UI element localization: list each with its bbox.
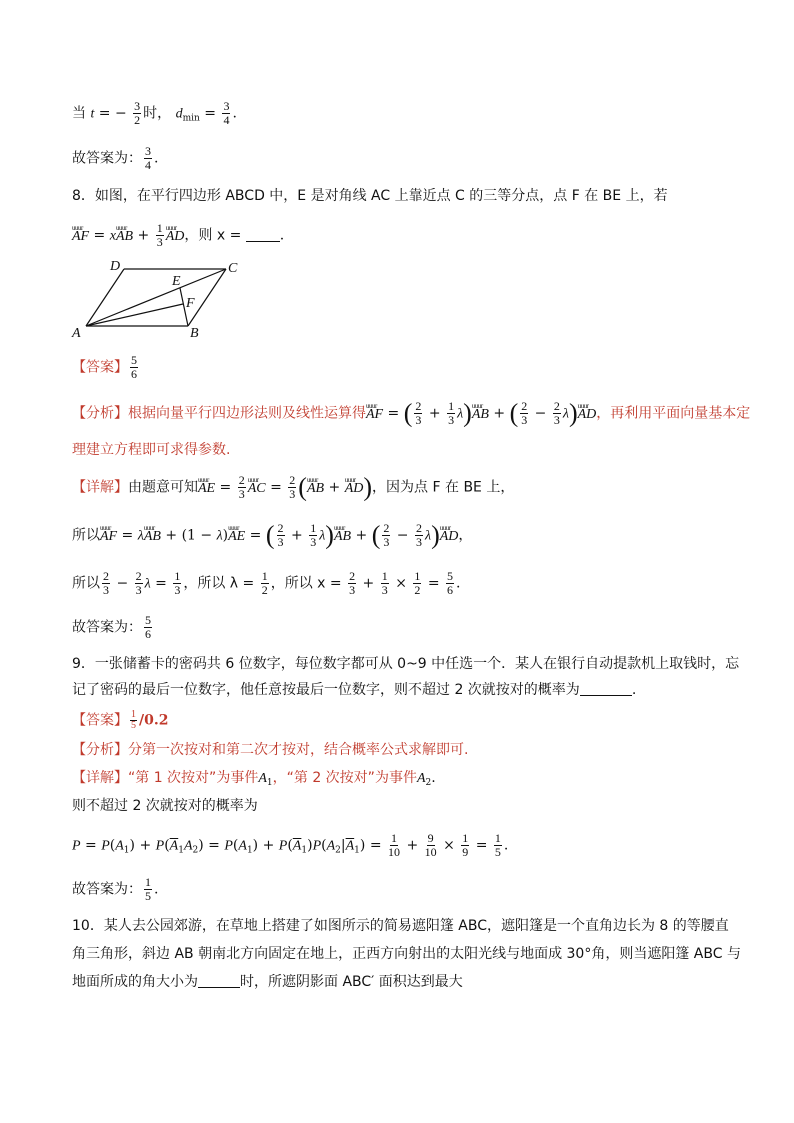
q8-detail-2: 所以uuur AF = λuuur AB + (1 − λ)uuur AE = ( $\frac{2}{3}$ + $\frac{1}{3}$ λ)uuur AB + ( $\frac{2}{3}$ − $\frac{2}{3}$ λ)uuur AD， <box>72 522 472 549</box>
q10-line-1: 10．某人去公园郊游，在草地上搭建了如图所示的简易遮阳篷 ABC，遮阳篷是一个直角边长为 8 的等腰直 <box>72 918 729 934</box>
label-e: E <box>172 274 181 289</box>
q8-detail-1: 【详解】由题意可知uuur AE = $\frac{2}{3}$ uuur AC = $\frac{2}{3}$ (uuur AB + uuur AD)，因为点 F 在 BE 上， <box>72 474 514 501</box>
q9-formula: $P = P(A_1) + P(\overline{A}_1A_2) = P(A_1) + P(\overline{A}_1)P(A_2|\overline{A}_1)$ = $\frac{1}{10}$ + $\frac{9}{10}$ × $\frac{1}{9}$ = $\frac{1}{5}$ . <box>72 831 509 859</box>
label-f: F <box>186 296 195 311</box>
q9-answer: 【答案】 $\frac{1}{5}$ /0.2 <box>72 709 169 731</box>
q8-stem: 8．如图，在平行四边形 ABCD 中，E 是对角线 AC 上靠近点 C 的三等分点，点 F 在 BE 上，若 <box>72 188 668 204</box>
segment-af <box>86 304 183 326</box>
answer-line-prev: 故答案为： $\frac{3}{4}$ . <box>72 144 159 172</box>
q9-analysis: 【分析】分第一次按对和第二次才按对，结合概率公式求解即可. <box>72 742 469 758</box>
label-d: D <box>110 259 121 274</box>
line-min-distance: 当 t = − $\frac{3}{2}$ 时， $d_{min}$ = $\frac{3}{4}$ . <box>72 99 237 127</box>
q8-analysis-1: 【分析】根据向量平行四边形法则及线性运算得uuur AF = ( $\frac{2}{3}$ + $\frac{1}{3}$ λ)uuur AB + ( $\frac{2}{3}$ − $\frac{2}{3}$ λ)uuur AD，再利用平面向量基本定 <box>72 400 750 427</box>
edge-da <box>86 269 124 326</box>
q8-condition: uuur AF = xuuur AB + $\frac{1}{3}$ uuur AD，则 x = . <box>72 222 284 249</box>
q9-stem-1: 9．一张储蓄卡的密码共 6 位数字，每位数字都可从 0~9 中任选一个．某人在银行自动提款机上取钱时，忘 <box>72 656 740 672</box>
label-c: C <box>228 261 238 276</box>
q8-answer: 【答案】 $\frac{5}{6}$ <box>72 353 137 381</box>
q10-line-3: 地面所成的角大小为 时，所遮阴影面 ABC′ 面积达到最大 <box>72 974 463 990</box>
q9-line-2: 则不超过 2 次就按对的概率为 <box>72 798 258 814</box>
q8-detail-3: 所以 $\frac{2}{3}$ − $\frac{2}{3}$ λ = $\frac{1}{3}$ ，所以 λ = $\frac{1}{2}$ ，所以 x = $\frac{2}{3}$ + $\frac{1}{3}$ × $\frac{1}{2}$ = $\frac{5}{6}$ . <box>72 569 461 597</box>
q8-final-answer: 故答案为： $\frac{5}{6}$ <box>72 613 151 641</box>
q9-stem-2: 记了密码的最后一位数字，他任意按最后一位数字，则不超过 2 次就按对的概率为 . <box>72 682 637 698</box>
q10-line-2: 角三角形，斜边 AB 朝南北方向固定在地上，正西方向射出的太阳光线与地面成 30°角，则当遮阳篷 ABC 与 <box>72 946 741 962</box>
label-b: B <box>190 326 199 340</box>
q8-analysis-2: 理建立方程即可求得参数. <box>72 442 231 458</box>
diagonal-ac <box>86 269 226 326</box>
label-a: A <box>72 326 81 340</box>
q9-detail-1: 【详解】“第 1 次按对”为事件$A_1$，“第 2 次按对”为事件$A_2$. <box>72 770 436 788</box>
parallelogram-figure <box>68 258 248 340</box>
q9-final-answer: 故答案为： $\frac{1}{5}$ . <box>72 875 159 903</box>
